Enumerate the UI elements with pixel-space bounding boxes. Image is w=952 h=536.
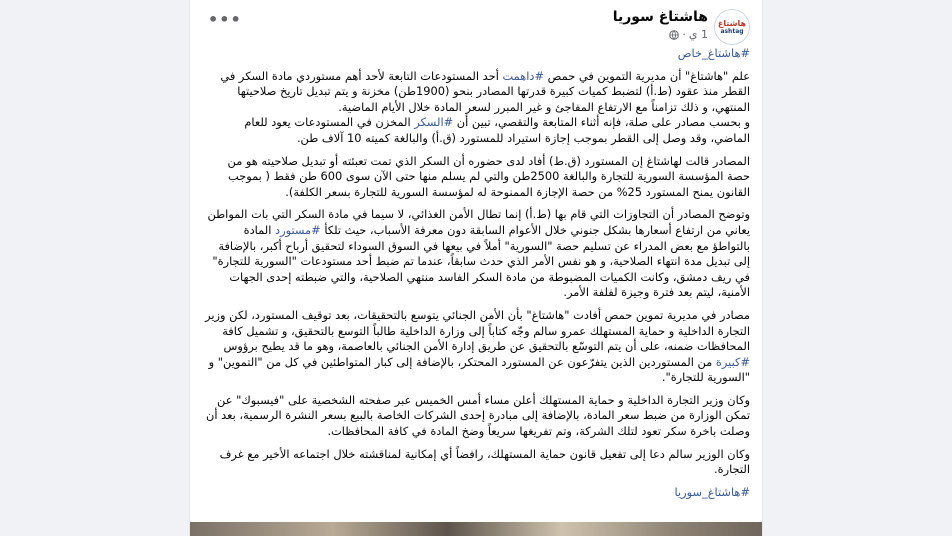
paragraph-4: مصادر في مديرية تموين حمص أفادت "هاشتاغ" بأن الأمن الجنائي يتوسع بالتحقيقات، بعد توقيف المستورد، لكن وزير التجارة الداخلية و حماية المستهلك عمرو سالم وجّه كتاباً إلى وزارة الداخلية طالباً التوسع بالتحقيق، و تشميل كافة المحافظات ضمنه، على أن يتم التوسّع بالتحقيق عن طريق إدارة الأمن الجنائي بالعاصمة، وهو ما قد يطيح برؤوس #كبيرة من المستوردين الذين يتفرّعون عن المستورد المحتكر، بالإضافة إلى كبار المتواطئين في كل من "التموين" و "السورية للتجارة". — [205, 307, 750, 385]
paragraph-5: وكان وزير التجارة الداخلية و حماية المستهلك أعلن مساء أمس الخميس عبر صفحته الشخصية على "فيسبوك" عن تمكن الوزارة من ضبط سعر المادة، بالإضافة إلى مبادرة إحدى الشركات الخاصة بالبيع بسعر النشرة الرسمية، بعد أن وصلت باخرة سكر تعود لتلك الشركة، وتم تفريغها سريعاً وضخ المادة في كافة المحافظات. — [206, 392, 750, 439]
more-options-button[interactable]: ••• — [208, 10, 242, 29]
separator-dot: · — [682, 28, 686, 41]
logo-text-top: هاشتاغ — [717, 19, 747, 28]
post-body — [205, 46, 750, 507]
page-name-link[interactable]: هاشتاغ سوريا — [612, 9, 708, 25]
page-avatar[interactable] — [714, 9, 750, 45]
hashtag-link[interactable]: #هاشتاغ_سوريا — [674, 484, 750, 499]
hashtag-link[interactable]: #داهمت — [502, 68, 545, 83]
post-image[interactable] — [190, 522, 762, 536]
post-time[interactable]: 1 ي — [688, 28, 708, 41]
post-card — [190, 0, 762, 536]
paragraph-2: المصادر قالت لهاشتاغ إن المستورد (ق.ط) أفاد لدى حضوره أن السكر الذي تمت تعبئته أو تبديل صلاحيته هو من حصة المؤسسة السورية للتجارة والبالغة 2500طن والتي لم يسلم منها حتى الآن سوى 600 طن فقط ( بموجب القانون يمنح المستورد 25% من حصة الإجازة الممنوحة له لمؤسسة السورية للتجارة بسعر الكلفة). — [227, 153, 750, 199]
hashtag-link[interactable]: #هاشتاغ_خاص — [677, 46, 750, 60]
logo-text-bottom: ashtag — [720, 28, 744, 35]
globe-icon — [669, 30, 679, 40]
paragraph-1: علم "هاشتاغ" أن مديرية التموين في حمص #داهمت أحد المستودعات التابعة لأحد أهم مستوردي مادة السكر في القطر منذ عقود (ط.أ) لتضبط كميات كبيرة قدرتها المصادر بنحو (1900طن) مخزنة و يتم تبديل تاريخ صلاحيتها المنتهي، و ذلك تزامناً مع الارتفاع المفاجئ و غير المبرر لسعر المادة خلال الأيام الماضية. و بحسب مصادر على صلة، فإنه أثناء المتابعة والتقصي، تبين أن #السكر المخزن في المستودعات يعود للعام الماضي، وقد وصل إلى القطر بموجب إجازة استيراد للمستورد (ق.أ) والبالغة كميته 10 آلاف طن. — [220, 68, 750, 145]
paragraph-3: وتوضح المصادر أن التجاوزات التي قام بها (ط.أ) إنما تطال الأمن الغذائي، لا سيما في مادة السكر التي بات المواطن يعاني من ارتفاع أسعارها بشكل جنوني خلال الأعوام السابقة دون معرفة الأسباب، حيث تلكأ #مستورد المادة بالتواطؤ مع بعض المدراء عن تسليم حصة "السورية" أملاً في بيعها في السوق السوداء لتحقيق أرباح أكبر، بالإضافة إلى تبديل مدة انتهاء الصلاحية، و هو نفس الأمر الذي حدث سابقاً، عندما تم ضبط أحد مستودعات "السورية للتجارة" في ريف دمشق، وكانت الكميات المضبوطة من مادة السكر الفاسد منتهي الصلاحية، والتي ضبطته إحدى الجهات الأمنية، ليتم بعد فترة وجيزة لفلفة الأمر. — [207, 207, 750, 300]
hashtag-link[interactable]: #كبيرة — [715, 354, 750, 369]
hashtag-link[interactable]: #السكر — [414, 115, 454, 130]
hashtag-link[interactable]: #مستورد — [275, 222, 321, 237]
paragraph-6: وكان الوزير سالم دعا إلى تفعيل قانون حماية المستهلك، رافضاً أي إمكانية لمناقشته خلال اجتماعه الأخير مع غرف التجارة. — [219, 446, 750, 477]
post-meta — [669, 28, 708, 41]
